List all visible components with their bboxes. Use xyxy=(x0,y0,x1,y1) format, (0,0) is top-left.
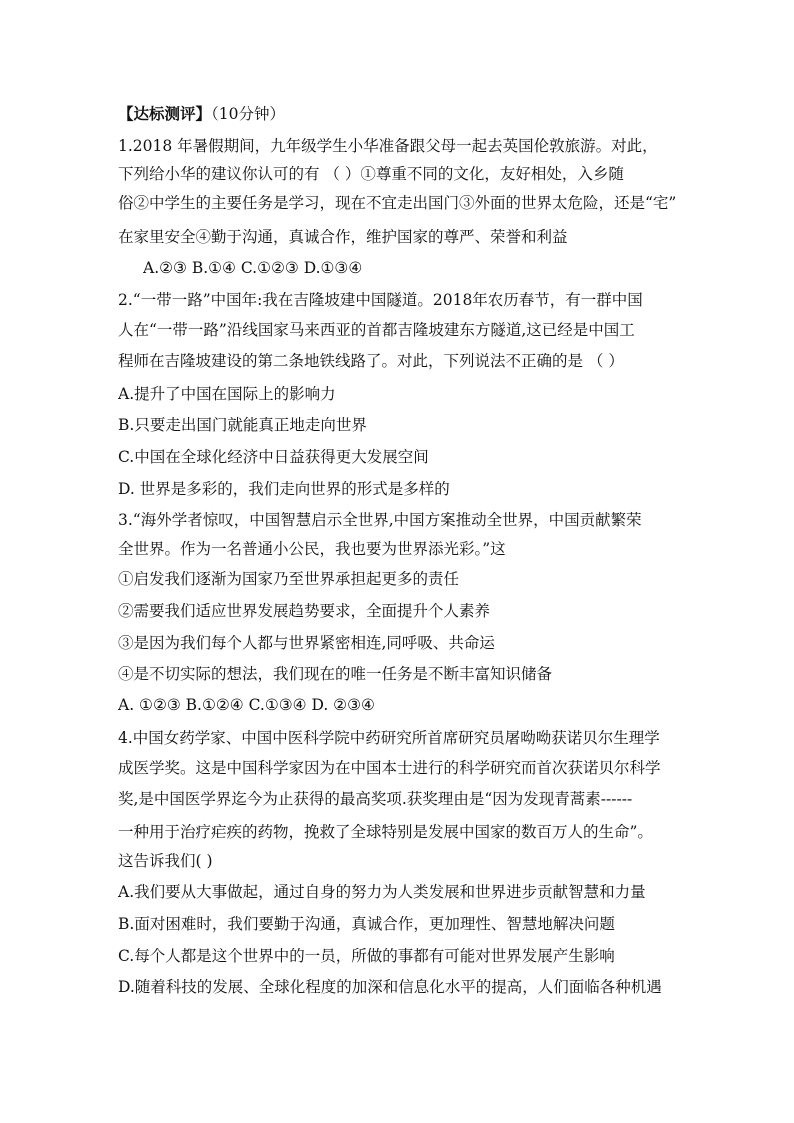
q4-line-3: 奖,是中国医学界迄今为止获得的最高奖项.获奖理由是“因为发现青蒿素------ xyxy=(118,790,633,808)
q2-line-1: 2.“一带一路”中国年:我在吉隆坡建中国隧道。2018年农历春节，有一群中国 xyxy=(118,291,643,309)
q1-options: A.②③ B.①④ C.①②③ D.①③④ xyxy=(143,259,363,277)
q3-line-2: 全世界。作为一名普通小公民，我也要为世界添光彩。”这 xyxy=(118,540,506,558)
q3-statement-1: ①启发我们逐渐为国家乃至世界承担起更多的责任 xyxy=(118,570,460,588)
q1-line-4: 在家里安全④勤于沟通，真诚合作，维护国家的尊严、荣誉和利益 xyxy=(118,228,568,246)
section-title: 【达标测评】 xyxy=(118,104,212,123)
q4-option-b: B.面对困难时，我们要勤于沟通，真诚合作，更加理性、智慧地解决问题 xyxy=(118,915,615,933)
q1-line-2: 下列给小华的建议你认可的有 （ ）①尊重不同的文化，友好相处，入乡随 xyxy=(118,165,624,183)
q2-option-a: A.提升了中国在国际上的影响力 xyxy=(118,385,336,403)
section-header xyxy=(118,104,688,124)
q3-statement-2: ②需要我们适应世界发展趋势要求，全面提升个人素养 xyxy=(118,602,491,620)
q2-option-b: B.只要走出国门就能真正地走向世界 xyxy=(118,416,367,434)
q4-option-c: C.每个人都是这个世界中的一员，所做的事都有可能对世界发展产生影响 xyxy=(118,947,615,965)
q3-line-1: 3.“海外学者惊叹，中国智慧启示全世界,中国方案推动全世界，中国贡献繁荣 xyxy=(118,511,642,529)
q4-line-2: 成医学奖。这是中国科学家因为在中国本士进行的科学研究而首次获诺贝尔科学 xyxy=(118,759,661,777)
q2-line-3: 程师在吉隆坡建设的第二条地铁线路了。对此，下列说法不正确的是 （ ） xyxy=(118,352,624,370)
q4-line-5: 这告诉我们( ) xyxy=(118,852,213,870)
q4-option-a: A.我们要从大事做起，通过自身的努力为人类发展和世界进步贡献智慧和力量 xyxy=(118,883,646,901)
q2-line-2: 人在“一带一路”沿线国家马来西亚的首都吉隆坡建东方隧道,这已经是中国工 xyxy=(118,321,635,339)
section-time: （10分钟） xyxy=(211,105,285,123)
q3-statement-4: ④是不切实际的想法，我们现在的唯一任务是不断丰富知识储备 xyxy=(118,665,553,683)
q3-statement-3: ③是因为我们每个人都与世界紧密相连,同呼吸、共命运 xyxy=(118,634,495,652)
q3-options: A. ①②③ B.①②④ C.①③④ D. ②③④ xyxy=(118,696,375,714)
q4-option-d: D.随着科技的发展、全球化程度的加深和信息化水平的提高，人们面临各种机遇 xyxy=(118,978,662,996)
q2-option-d: D. 世界是多彩的，我们走向世界的形式是多样的 xyxy=(118,480,450,498)
q4-line-1: 4.中国女药学家、中国中医科学院中药研究所首席研究员屠呦呦获诺贝尔生理学 xyxy=(118,729,660,747)
q1-line-3: 俗②中学生的主要任务是学习，现在不宜走出国门③外面的世界太危险，还是“宅” xyxy=(118,194,677,212)
q4-line-4: 一种用于治疗疟疾的药物，挽救了全球特别是发展中国家的数百万人的生命”。 xyxy=(118,823,653,841)
q2-option-c: C.中国在全球化经济中日益获得更大发展空间 xyxy=(118,448,429,466)
q1-line-1: 1.2018 年暑假期间，九年级学生小华准备跟父母一起去英国伦敦旅游。对此， xyxy=(118,137,658,155)
